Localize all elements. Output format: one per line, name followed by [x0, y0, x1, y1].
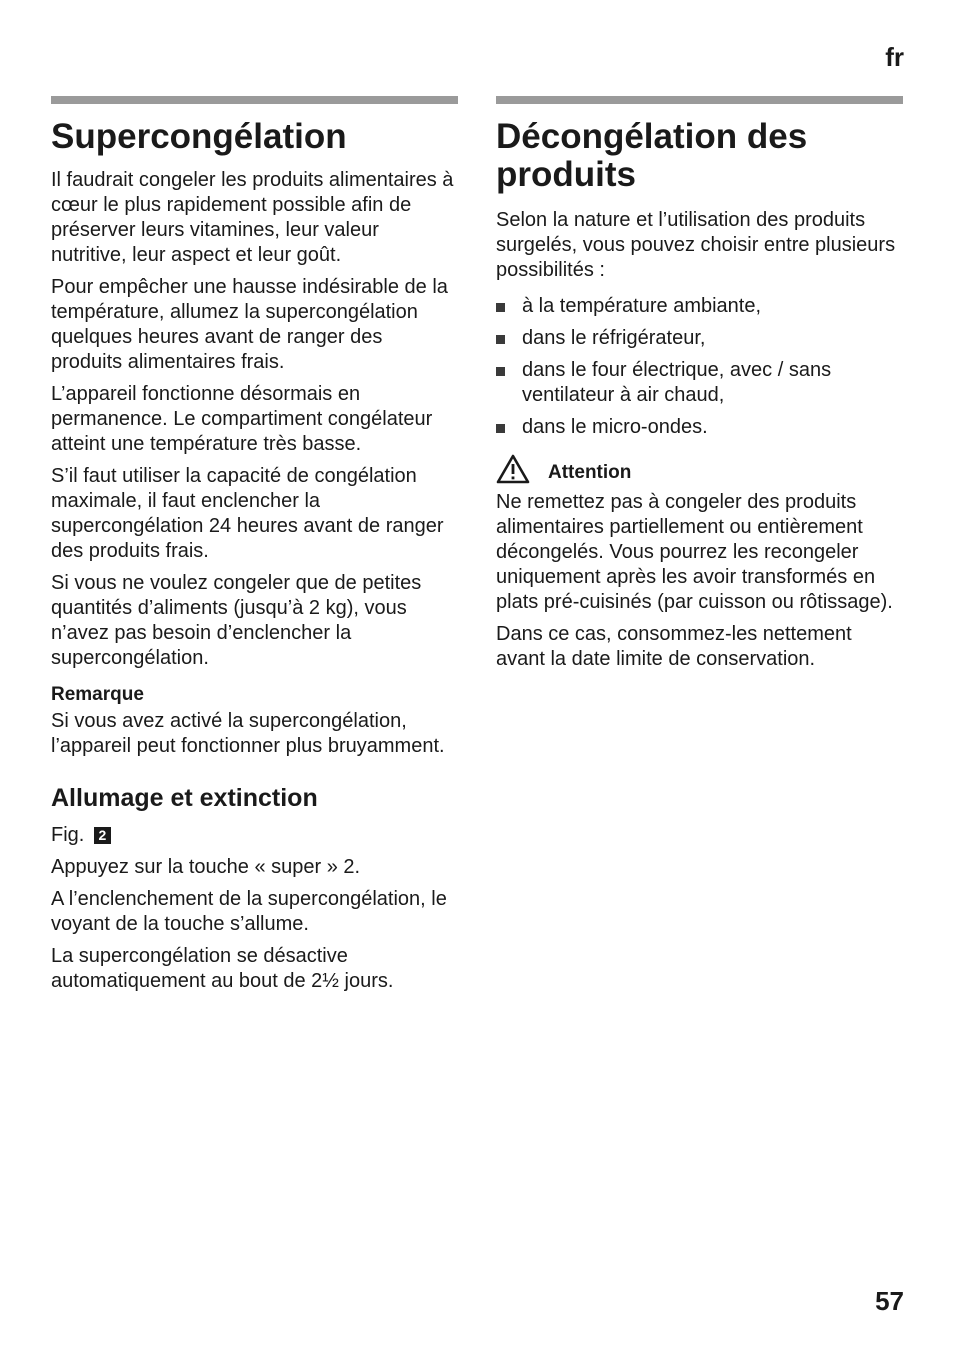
attention-heading: [496, 454, 903, 484]
bullet-square-icon: [496, 303, 505, 312]
note-title: Remarque: [51, 684, 144, 705]
paragraph: A l’enclenchement de la supercongélation, le voyant de la touche s’allume.: [51, 888, 447, 935]
paragraph: S’il faut utiliser la capacité de congélation maximale, il faut enclencher la supercongélation 24 heures avant de ranger des produits frais.: [51, 465, 444, 562]
paragraph: Pour empêcher une hausse indésirable de la température, allumez la supercongélation quelques heures avant de ranger des produits alimentaires frais.: [51, 276, 448, 373]
paragraph: Dans ce cas, consommez-les nettement avant la date limite de conservation.: [496, 623, 852, 670]
list-item-text: à la température ambiante,: [522, 295, 762, 317]
paragraph: Si vous ne voulez congeler que de petites quantités d’aliments (jusqu’à 2 kg), vous n’avez pas besoin d’enclencher la supercongélation.: [51, 572, 422, 669]
paragraph: Ne remettez pas à congeler des produits alimentaires partiellement ou entièrement décongelés. Vous pourrez les recongeler uniquement après les avoir transformés en plats pré-cuisinés (par cuisson ou rôtissage).: [496, 491, 893, 613]
list-item: [496, 358, 903, 408]
section-rule: [496, 96, 903, 104]
attention-title: Attention: [548, 462, 632, 483]
paragraph: L’appareil fonctionne désormais en permanence. Le compartiment congélateur atteint une température très basse.: [51, 383, 433, 455]
list-item: [496, 415, 903, 440]
note-text: Si vous avez activé la supercongélation, l’appareil peut fonctionner plus bruyamment.: [51, 710, 445, 757]
list-item: [496, 326, 903, 351]
language-code: fr: [885, 42, 904, 72]
page-number: 57: [875, 1286, 904, 1316]
figure-reference: [51, 823, 458, 848]
subsection-title: Allumage et extinction: [51, 784, 318, 812]
left-column: [51, 96, 458, 1001]
list-item: [496, 294, 903, 319]
bullet-square-icon: [496, 424, 505, 433]
section-title-decongelation: Décongélation des produits: [496, 117, 808, 194]
bullet-square-icon: [496, 335, 505, 344]
right-column: [496, 96, 903, 679]
list-item-text: dans le micro-ondes.: [522, 416, 708, 438]
bullet-square-icon: [496, 367, 505, 376]
section-title-supercongelation: Supercongélation: [51, 117, 347, 156]
paragraph: La supercongélation se désactive automatiquement au bout de 2½ jours.: [51, 945, 394, 992]
section-rule: [51, 96, 458, 104]
list-item-text: dans le four électrique, avec / sans ventilateur à air chaud,: [522, 359, 832, 406]
warning-triangle-icon: [496, 454, 530, 484]
figure-number-badge: 2: [94, 827, 111, 844]
paragraph: Appuyez sur la touche « super » 2.: [51, 856, 361, 878]
paragraph: Il faudrait congeler les produits alimentaires à cœur le plus rapidement possible afin de préserver leurs vitamines, leur valeur nutritive, leur aspect et leur goût.: [51, 169, 454, 266]
intro-paragraph: Selon la nature et l’utilisation des produits surgelés, vous pouvez choisir entre plusieurs possibilités :: [496, 209, 896, 281]
figure-label: Fig.: [51, 824, 85, 846]
options-list: [496, 294, 903, 440]
list-item-text: dans le réfrigérateur,: [522, 327, 706, 349]
